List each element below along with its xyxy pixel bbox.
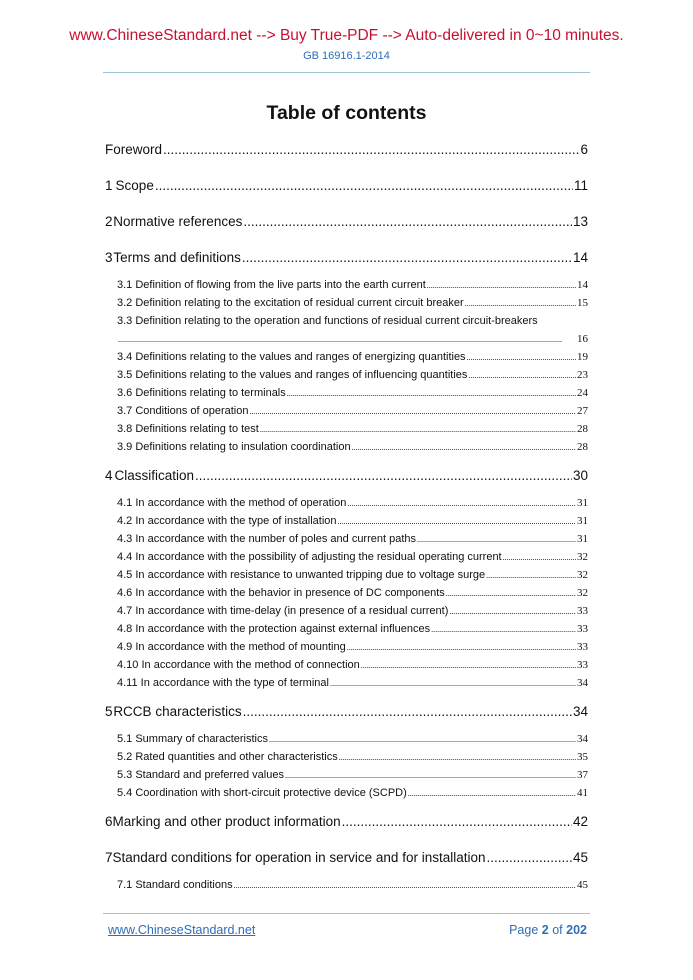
toc-entry-5-1[interactable] [117,733,588,745]
leader-dots [242,250,572,265]
toc-entry-foreword[interactable] [105,142,588,157]
toc-page: 15 [577,297,588,309]
toc-entry-section-3[interactable] [105,250,588,265]
toc-entry-7-1[interactable] [117,879,588,891]
toc-entry-3-5[interactable] [117,369,588,381]
toc-page: 32 [577,587,588,599]
toc-label: 4.7 In accordance with time-delay (in presence of a residual current) [117,605,449,617]
toc-page: 42 [572,814,588,829]
toc-page: 45 [577,879,588,891]
toc-label: 4.3 In accordance with the number of poles and current paths [117,533,417,545]
toc-label: Standard conditions for operation in service and for installation [112,850,486,865]
toc-entry-section-5[interactable] [105,704,588,719]
toc-label: 4.9 In accordance with the method of mounting [117,641,346,653]
toc-label: Foreword [105,142,163,157]
toc-entry-4-10[interactable] [117,659,588,671]
leader-dots [118,335,576,344]
leader-dots [330,679,576,688]
toc-label: 3.5 Definitions relating to the values and ranges of influencing quantities [117,369,468,381]
toc-entry-section-6[interactable] [105,814,588,829]
toc-page: 23 [577,369,588,381]
leader-dots [260,425,576,434]
toc-label: Normative references [113,214,243,229]
leader-dots [155,178,573,193]
toc-label: 5.1 Summary of characteristics [117,733,268,745]
toc-entry-4-5[interactable] [117,569,588,581]
leader-dots [234,881,576,890]
purchase-banner[interactable]: www.ChineseStandard.net --> Buy True-PDF --> Auto-delivered in 0~10 minutes. [69,27,624,44]
toc-page: 37 [577,769,588,781]
toc-number: 5 [105,704,113,719]
toc-entry-4-4[interactable] [117,551,588,563]
toc-page: 28 [577,441,588,453]
toc-page: 30 [572,468,588,483]
leader-dots [503,553,576,562]
toc-number: 4 [105,468,113,483]
leader-dots [408,789,576,798]
toc-entry-3-2[interactable] [117,297,588,309]
toc-label: 4.2 In accordance with the type of installation [117,515,337,527]
toc-number: 3 [105,250,113,265]
toc-page: 14 [577,279,588,291]
toc-label: Classification [114,468,195,483]
toc-entry-3-8[interactable] [117,423,588,435]
toc-page: 45 [572,850,588,865]
toc-entry-3-1[interactable] [117,279,588,291]
toc-label: RCCB characteristics [113,704,242,719]
toc-entry-4-3[interactable] [117,533,588,545]
standard-number: GB 16916.1-2014 [303,50,390,62]
leader-dots [347,499,576,508]
toc-entry-4-7[interactable] [117,605,588,617]
leader-dots [287,389,576,398]
toc-label: 4.1 In accordance with the method of operation [117,497,347,509]
toc-entry-3-3-label[interactable]: 3.3 Definition relating to the operation and functions of residual current circuit-breakers [117,315,538,327]
toc-label: 5.3 Standard and preferred values [117,769,284,781]
toc-page: 16 [577,333,588,345]
toc-label: 3.9 Definitions relating to insulation coordination [117,441,351,453]
toc-entry-section-4[interactable] [105,468,588,483]
toc-label: 3.8 Definitions relating to test [117,423,259,435]
page-current: 2 [541,923,549,937]
leader-dots [352,443,576,452]
toc-page: 34 [577,733,588,745]
toc-page: 32 [577,551,588,563]
toc-page: 11 [573,178,588,193]
toc-entry-4-2[interactable] [117,515,588,527]
leader-dots [163,142,579,157]
page-prefix: Page [509,923,539,937]
leader-dots [243,704,572,719]
leader-dots [249,407,576,416]
toc-label: 5.2 Rated quantities and other characteristics [117,751,338,763]
page-title: Table of contents [266,102,427,124]
toc-entry-3-7[interactable] [117,405,588,417]
leader-dots [487,850,572,865]
toc-page: 33 [577,605,588,617]
toc-page: 41 [577,787,588,799]
leader-dots [486,571,576,580]
toc-label: Marking and other product information [112,814,341,829]
leader-dots [195,468,572,483]
page-indicator [509,923,587,937]
toc-page: 14 [572,250,588,265]
toc-label: 4.11 In accordance with the type of terminal [117,677,329,689]
toc-entry-section-1[interactable] [105,178,588,193]
toc-entry-4-9[interactable] [117,641,588,653]
toc-entry-5-4[interactable] [117,787,588,799]
toc-page: 24 [577,387,588,399]
toc-label: 4.8 In accordance with the protection against external influences [117,623,431,635]
toc-page: 34 [572,704,588,719]
toc-entry-section-2[interactable] [105,214,588,229]
toc-label: 4.10 In accordance with the method of connection [117,659,360,671]
toc-label: Scope [115,178,154,193]
toc-label: 4.6 In accordance with the behavior in presence of DC components [117,587,445,599]
footer-site-link[interactable]: www.ChineseStandard.net [108,923,256,937]
toc-entry-3-6[interactable] [117,387,588,399]
toc-entry-4-6[interactable] [117,587,588,599]
toc-label: 3.7 Conditions of operation [117,405,249,417]
leader-dots [449,607,576,616]
toc-entry-section-7[interactable] [105,850,588,865]
toc-label: 5.4 Coordination with short-circuit protective device (SCPD) [117,787,407,799]
toc-entry-4-8[interactable] [117,623,588,635]
page-total: 202 [566,923,587,937]
toc-page: 33 [577,641,588,653]
leader-dots [431,625,576,634]
toc-label: 7.1 Standard conditions [117,879,233,891]
toc-page: 19 [577,351,588,363]
leader-dots [427,281,576,290]
toc-page: 33 [577,659,588,671]
toc-label: 4.4 In accordance with the possibility of adjusting the residual operating current [117,551,502,563]
leader-dots [338,517,576,526]
leader-dots [285,771,576,780]
toc-label: 3.2 Definition relating to the excitation of residual current circuit breaker [117,297,464,309]
toc-entry-3-4[interactable] [117,351,588,363]
toc-page: 31 [577,533,588,545]
toc-label: Terms and definitions [113,250,241,265]
leader-dots [361,661,576,670]
header-divider [103,72,590,73]
toc-label: 3.4 Definitions relating to the values and ranges of energizing quantities [117,351,466,363]
leader-dots [465,299,576,308]
leader-dots [342,814,572,829]
leader-dots [243,214,572,229]
toc-number: 1 [105,178,113,193]
toc-entry-3-9[interactable] [117,441,588,453]
toc-page: 6 [580,142,588,157]
toc-entry-4-1[interactable] [117,497,588,509]
toc-page: 28 [577,423,588,435]
toc-label: 4.5 In accordance with resistance to unwanted tripping due to voltage surge [117,569,486,581]
toc-entry-5-3[interactable] [117,769,588,781]
page-of: of [552,923,563,937]
toc-page: 32 [577,569,588,581]
toc-page: 27 [577,405,588,417]
leader-dots [339,753,576,762]
leader-dots [347,643,576,652]
toc-entry-3-3[interactable] [117,333,588,345]
leader-dots [417,535,576,544]
toc-number: 2 [105,214,113,229]
toc-label: 3.6 Definitions relating to terminals [117,387,286,399]
toc-page: 35 [577,751,588,763]
leader-dots [468,371,576,380]
toc-page: 34 [577,677,588,689]
footer-divider [103,913,590,914]
leader-dots [269,735,576,744]
toc-page: 13 [572,214,588,229]
leader-dots [467,353,576,362]
toc-page: 31 [577,497,588,509]
toc-page: 31 [577,515,588,527]
leader-dots [446,589,576,598]
toc-entry-4-11[interactable] [117,677,588,689]
toc-number: 7 [105,850,113,865]
toc-number: 6 [105,814,113,829]
toc-page: 33 [577,623,588,635]
toc-entry-5-2[interactable] [117,751,588,763]
toc-label: 3.1 Definition of flowing from the live parts into the earth current [117,279,426,291]
